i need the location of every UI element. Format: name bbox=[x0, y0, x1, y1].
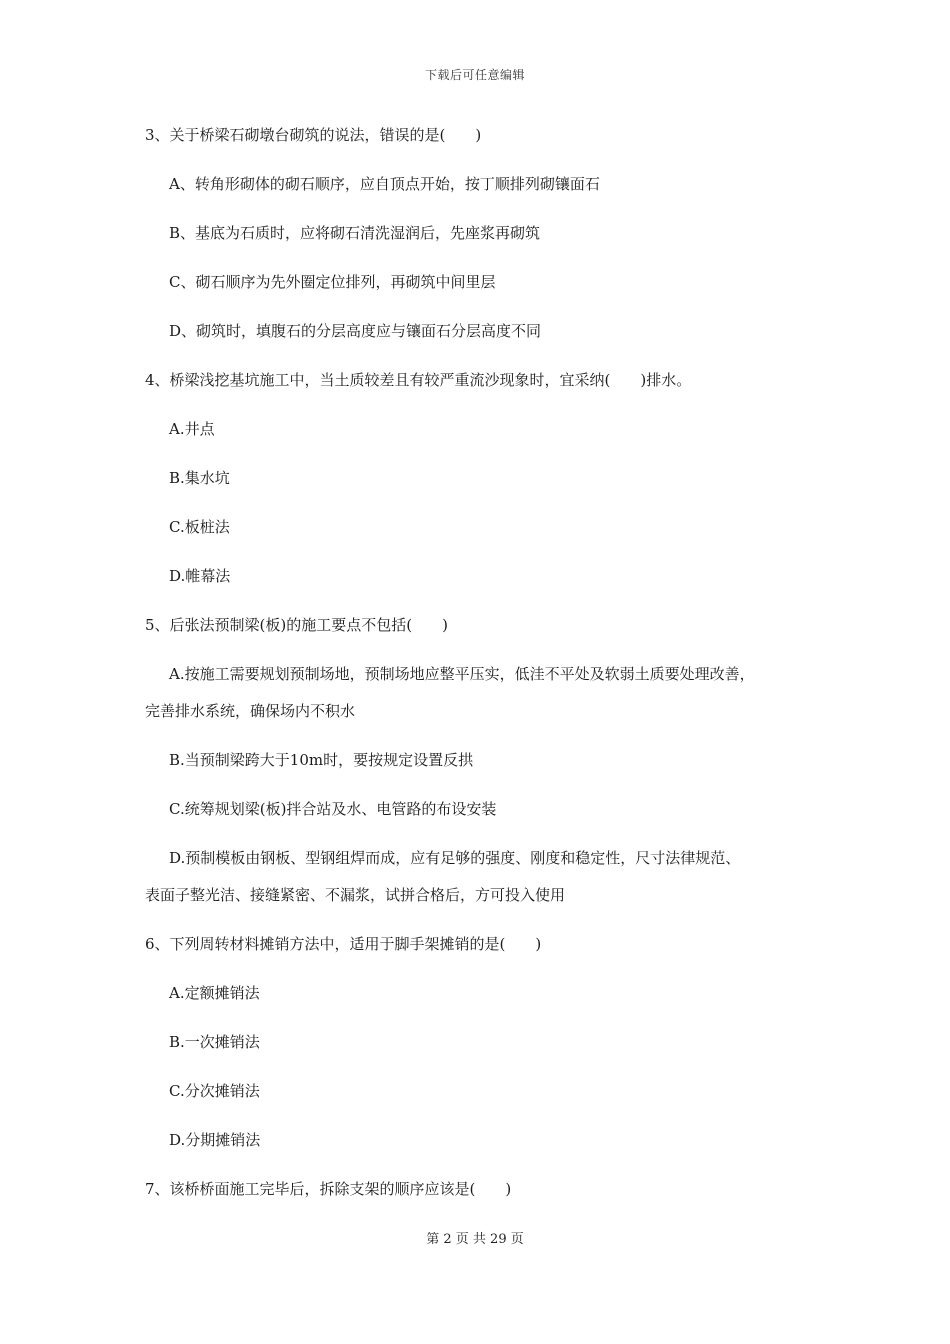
answer-option: A.定额摊销法 bbox=[169, 984, 260, 1002]
page-header: 下载后可任意编辑 bbox=[424, 68, 525, 82]
question-stem: 7、该桥桥面施工完毕后，拆除支架的顺序应该是( ) bbox=[145, 1180, 512, 1198]
answer-option-continuation: 完善排水系统，确保场内不积水 bbox=[145, 702, 356, 720]
question-stem: 6、下列周转材料摊销方法中，适用于脚手架摊销的是( ) bbox=[145, 935, 542, 953]
answer-option bbox=[145, 840, 825, 914]
question-stem: 4、桥梁浅挖基坑施工中，当土质较差且有较严重流沙现象时，宜采纳( )排水。 bbox=[145, 371, 692, 389]
answer-option: B.集水坑 bbox=[169, 469, 230, 487]
answer-option: D.分期摊销法 bbox=[169, 1131, 261, 1149]
answer-option-continuation: 表面子整光洁、接缝紧密、不漏浆，试拼合格后，方可投入使用 bbox=[145, 886, 566, 904]
answer-option: C、砌石顺序为先外圈定位排列，再砌筑中间里层 bbox=[169, 273, 496, 291]
answer-option bbox=[145, 656, 825, 730]
question-list bbox=[145, 124, 825, 1227]
answer-option: C.统筹规划梁(板)拌合站及水、电管路的布设安装 bbox=[169, 800, 497, 818]
answer-option: D.帷幕法 bbox=[169, 567, 231, 585]
answer-option: B.一次摊销法 bbox=[169, 1033, 260, 1051]
answer-option: C.板桩法 bbox=[169, 518, 230, 536]
answer-option: C.分次摊销法 bbox=[169, 1082, 260, 1100]
page-footer: 第 2 页 共 29 页 bbox=[426, 1232, 524, 1247]
answer-option: A.井点 bbox=[169, 420, 215, 438]
answer-option-line: D.预制模板由钢板、型钢组焊而成，应有足够的强度、刚度和稳定性，尺寸法律规范、 bbox=[169, 849, 741, 867]
answer-option: B、基底为石质时，应将砌石清洗湿润后，先座浆再砌筑 bbox=[169, 224, 541, 242]
question-stem: 3、关于桥梁石砌墩台砌筑的说法，错误的是( ) bbox=[145, 126, 482, 144]
answer-option: A、转角形砌体的砌石顺序，应自顶点开始，按丁顺排列砌镶面石 bbox=[169, 175, 600, 193]
question-stem: 5、后张法预制梁(板)的施工要点不包括( ) bbox=[145, 616, 448, 634]
answer-option: D、砌筑时，填腹石的分层高度应与镶面石分层高度不同 bbox=[169, 322, 542, 340]
answer-option-line: A.按施工需要规划预制场地，预制场地应整平压实，低洼不平处及软弱土质要处理改善， bbox=[169, 665, 755, 683]
answer-option: B.当预制梁跨大于10m时，要按规定设置反拱 bbox=[169, 751, 474, 769]
